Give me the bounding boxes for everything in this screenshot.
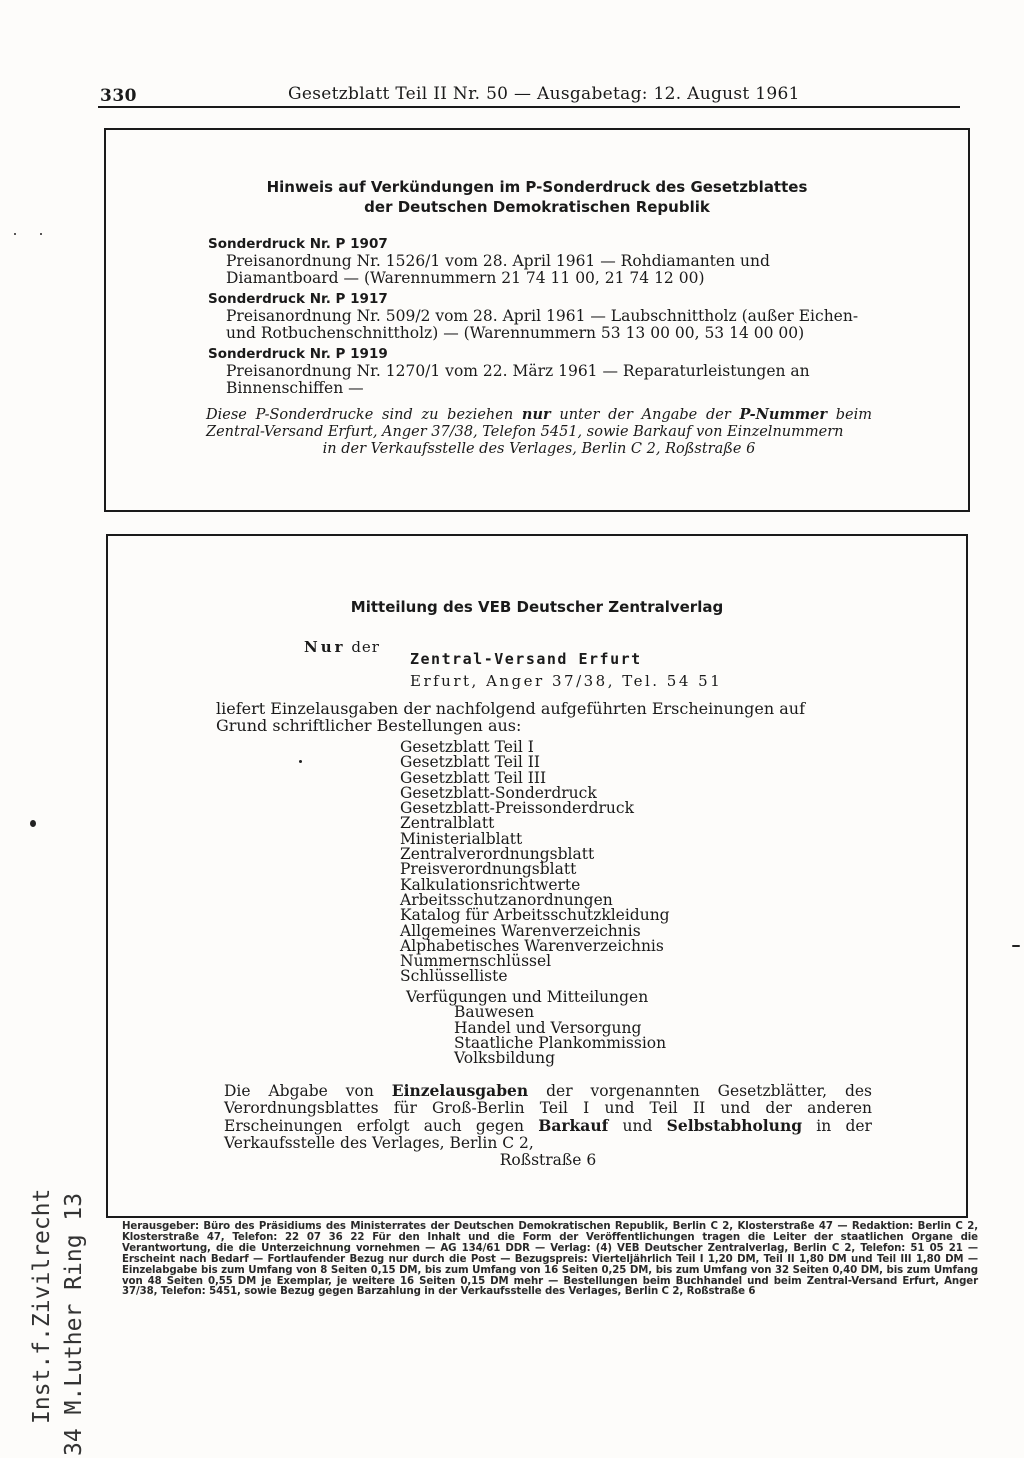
closing-text: und bbox=[622, 1117, 653, 1135]
mitteilung-prefix bbox=[304, 638, 380, 656]
list-item: Preisverordnungsblatt bbox=[400, 860, 577, 879]
header-title: Gesetzblatt Teil II Nr. 50 — Ausgabetag: 12. August 1961 bbox=[288, 84, 800, 104]
scan-speck bbox=[30, 820, 36, 827]
stamp-line-2: 34 M.Luther Ring 13 bbox=[61, 1192, 87, 1456]
scan-speck bbox=[14, 233, 16, 235]
list-item: Bauwesen bbox=[454, 1003, 535, 1022]
note-text: unter der Angabe der bbox=[559, 407, 731, 423]
note-emphasis: P-Nummer bbox=[739, 406, 828, 423]
sonderdruck-entry bbox=[208, 346, 868, 397]
sonderdruck-heading: Sonderdruck Nr. P 1907 bbox=[208, 236, 388, 252]
p-sonderdruck-notice-box bbox=[104, 128, 970, 512]
scan-speck bbox=[299, 760, 302, 763]
list-item: Katalog für Arbeitsschutzkleidung bbox=[400, 906, 670, 925]
list-item: Handel und Versorgung bbox=[454, 1018, 642, 1037]
list-item: Gesetzblatt-Preissonderdruck bbox=[400, 799, 634, 818]
sonderdruck-entry bbox=[208, 236, 868, 287]
scan-speck bbox=[1012, 945, 1020, 947]
stamp-line-1: Inst.f.Zivilrecht bbox=[29, 1188, 55, 1424]
distributor-block bbox=[410, 648, 722, 692]
publication-sublist bbox=[406, 990, 666, 1066]
closing-emphasis: Selbstabholung bbox=[666, 1116, 803, 1135]
list-item: Nummernschlüssel bbox=[400, 952, 552, 971]
publication-list bbox=[400, 740, 670, 985]
list-item: Alphabetisches Warenverzeichnis bbox=[400, 936, 664, 955]
note-text: Diese P-Sonderdrucke sind zu beziehen bbox=[206, 407, 514, 423]
sonderdruck-text: Preisanordnung Nr. 1526/1 vom 28. April 1961 — Rohdiamanten und Diamantboard — (Warennummern 21 74 11 00, 21 74 12 00) bbox=[226, 252, 770, 287]
list-item: Ministerialblatt bbox=[400, 829, 523, 848]
list-item: Volksbildung bbox=[454, 1049, 556, 1068]
prefix-text: der bbox=[351, 638, 380, 656]
distributor-name: Zentral-Versand Erfurt bbox=[410, 650, 642, 668]
mitteilung-closing bbox=[224, 1082, 872, 1169]
closing-text: in der Verkaufsstelle des Verlages, Berlin C 2, bbox=[224, 1117, 872, 1152]
mitteilung-intro: liefert Einzelausgaben der nachfolgend aufgeführten Erscheinungen auf Grund schriftlicher Bestellungen aus: bbox=[216, 699, 805, 735]
list-item: Gesetzblatt Teil II bbox=[400, 753, 540, 772]
sublist-heading: Verfügungen und Mitteilungen bbox=[406, 988, 649, 1006]
list-item: Zentralblatt bbox=[400, 814, 495, 833]
list-item: Kalkulationsrichtwerte bbox=[400, 875, 581, 894]
scan-speck bbox=[40, 233, 42, 235]
list-item: Allgemeines Warenverzeichnis bbox=[400, 921, 641, 940]
note-emphasis: nur bbox=[521, 406, 551, 423]
mitteilung-title: Mitteilung des VEB Deutscher Zentralverlag bbox=[350, 598, 724, 616]
list-item: Gesetzblatt-Sonderdruck bbox=[400, 783, 597, 802]
closing-last-line: Roßstraße 6 bbox=[499, 1151, 597, 1169]
sonderdruck-text: Preisanordnung Nr. 1270/1 vom 22. März 1961 — Reparaturleistungen an Binnenschiffen — bbox=[226, 362, 810, 397]
list-item: Schlüsselliste bbox=[400, 967, 508, 986]
distributor-address: Erfurt, Anger 37/38, Tel. 54 51 bbox=[410, 672, 723, 690]
closing-emphasis: Barkauf bbox=[538, 1116, 609, 1135]
closing-text: der vorgenannten Gesetzblätter, des Verordnungsblattes für Groß-Berlin Teil I und Teil II und der anderen Erscheinungen erfolgt auch gegen bbox=[224, 1082, 873, 1135]
sonderdruck-text: Preisanordnung Nr. 509/2 vom 28. April 1961 — Laubschnittholz (außer Eichen- und Rotbuchenschnittholz) — (Warennummern 53 13 00 00, 53 14 00 00) bbox=[226, 307, 859, 342]
sonderdruck-heading: Sonderdruck Nr. P 1917 bbox=[208, 291, 388, 307]
impressum: Herausgeber: Büro des Präsidiums des Ministerrates der Deutschen Demokratischen Republik, Berlin C 2, Klosterstraße 47 — Redaktion: Berlin C 2, Klosterstraße 47, Telefon: 22 07 36 22 Für den Inhalt und die Form der Veröffentlichungen tragen die Leiter der staatlichen Organe die Verantwortung, die die Unterzeichnung vornehmen — AG 134/61 DDR — Verlag: (4) VEB Deutscher Zentralverlag, Berlin C 2, Telefon: 51 05 21 — Erscheint nach Bedarf — Fortlaufender Bezug nur durch die Post — Bezugspreis: Vierteljährlich Teil I 1,20 DM, Teil II 1,80 DM und Teil III 1,80 DM — Einzelabgabe bis zum Umfang von 8 Seiten 0,15 DM, bis zum Umfang von 16 Seiten 0,25 DM, bis zum Umfang von 32 Seiten 0,40 DM, bis zum Umfang von 48 Seiten 0,55 DM je Exemplar, je weitere 16 Seiten 0,15 DM mehr — Bestellungen beim Buchhandel und beim Zentral-Versand Erfurt, Anger 37/38, Telefon: 5451, sowie Bezug gegen Barzahlung in der Verkaufsstelle des Verlages, Berlin C 2, Roßstraße 6 bbox=[122, 1221, 978, 1298]
closing-text: Die Abgabe von bbox=[224, 1082, 374, 1100]
ordering-note bbox=[206, 406, 872, 458]
mitteilung-box bbox=[106, 534, 968, 1218]
closing-emphasis: Einzelausgaben bbox=[391, 1081, 529, 1100]
note-text: beim Zentral-Versand Erfurt, Anger 37/38, Telefon 5451, sowie Barkauf von Einzelnummern bbox=[206, 407, 872, 440]
list-item: Arbeitsschutzanordnungen bbox=[400, 890, 613, 909]
page-number: 330 bbox=[100, 86, 137, 106]
notice-title bbox=[106, 177, 968, 217]
sonderdruck-heading: Sonderdruck Nr. P 1919 bbox=[208, 346, 388, 362]
notice-title-line-1: Hinweis auf Verkündungen im P-Sonderdruck des Gesetzblattes bbox=[266, 178, 808, 196]
header-rule bbox=[98, 106, 960, 108]
library-stamp bbox=[26, 1170, 96, 1456]
list-item: Zentralverordnungsblatt bbox=[400, 845, 595, 864]
notice-title-line-2: der Deutschen Demokratischen Republik bbox=[364, 198, 710, 216]
sonderdruck-entry bbox=[208, 291, 868, 342]
note-last-line: in der Verkaufsstelle des Verlages, Berlin C 2, Roßstraße 6 bbox=[322, 441, 756, 457]
list-item: Gesetzblatt Teil I bbox=[400, 738, 534, 756]
prefix-emphasis: Nur bbox=[304, 638, 346, 656]
list-item: Staatliche Plankommission bbox=[454, 1033, 667, 1052]
list-item: Gesetzblatt Teil III bbox=[400, 768, 547, 787]
